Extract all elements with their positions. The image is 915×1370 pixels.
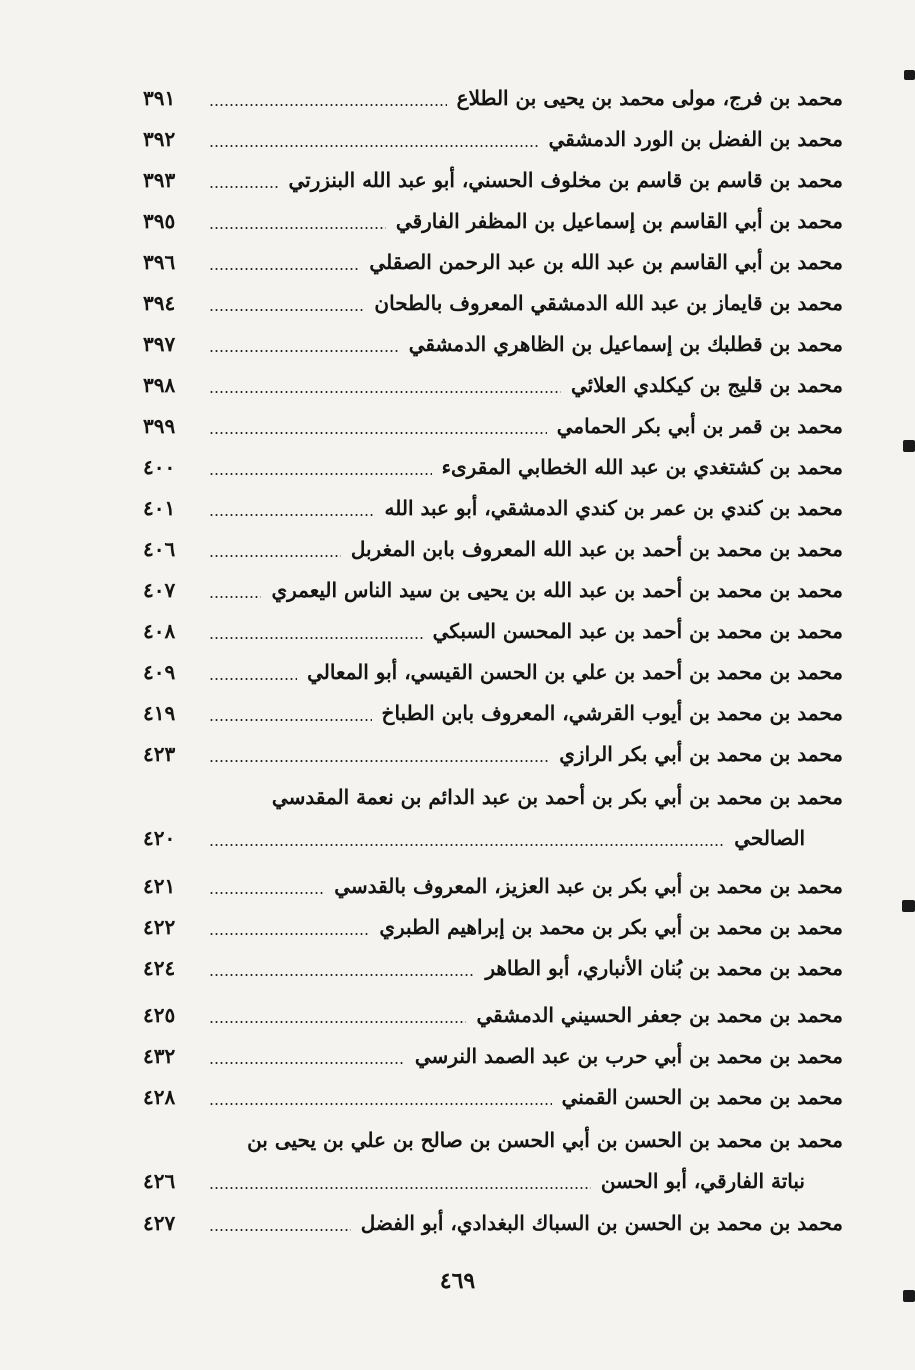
entry-name: محمد بن كشتغدي بن عبد الله الخطابي المقرىء [441,455,843,479]
entry-name: محمد بن أبي القاسم بن إسماعيل بن المظفر الفارقي [395,209,843,233]
leader-dots [209,268,359,270]
index-entry [143,777,843,817]
entry-name: محمد بن محمد بن الحسن بن أبي الحسن بن صالح بن علي بن يحيى بن [247,1128,843,1152]
leader-dots [209,933,369,935]
leader-dots [209,145,539,147]
entry-page: ٣٩٤ [143,291,176,315]
entry-name: محمد بن قطلبك بن إسماعيل بن الظاهري الدمشقي [408,332,843,356]
leader-dots [209,227,386,229]
leader-dots [209,1103,552,1105]
entry-page: ٤٣٢ [143,1044,176,1068]
scan-speck [902,900,915,912]
entry-name: محمد بن محمد بن جعفر الحسيني الدمشقي [476,1003,843,1027]
entry-page: ٤٢٦ [143,1169,176,1193]
index-entry [143,365,843,405]
scan-speck [903,440,915,452]
entry-page: ٤٠٩ [143,660,176,684]
index-entry [143,1120,843,1160]
entry-name: محمد بن محمد بن الحسن بن السباك البغدادي، أبو الفضل [360,1211,843,1235]
leader-dots [209,186,278,188]
index-entry [143,283,843,323]
entry-page: ٣٩٨ [143,373,176,397]
entry-name: محمد بن محمد بن أبي بكر الرازي [559,742,843,766]
index-entry [143,201,843,241]
entry-page: ٤٠٨ [143,619,176,643]
index-entry [143,1203,843,1243]
index-entry [143,570,843,610]
entry-name: محمد بن محمد بن الحسن القمني [561,1085,843,1109]
entry-page: ٤٠١ [143,496,176,520]
leader-dots [209,1229,351,1231]
entry-name: الصالحي [734,826,805,850]
leader-dots [209,678,297,680]
entry-name: محمد بن قمر بن أبي بكر الحمامي [556,414,843,438]
leader-dots [209,391,561,393]
entry-page: ٣٩٧ [143,332,176,356]
index-entry [143,734,843,774]
entry-page: ٤٠٦ [143,537,176,561]
entry-page: ٤٢٥ [143,1003,176,1027]
index-entry [143,693,843,733]
index-entry [143,866,843,906]
leader-dots [209,974,475,976]
entry-page: ٤٠٧ [143,578,176,602]
index-entry-continuation [143,1161,843,1201]
entry-page: ٤٢٢ [143,915,176,939]
leader-dots [209,760,549,762]
leader-dots [209,473,432,475]
leader-dots [209,350,399,352]
entry-name: محمد بن محمد بن بُنان الأنباري، أبو الطاهر [485,956,843,980]
leader-dots [209,1187,591,1189]
entry-page: ٤٢٠ [143,826,176,850]
leader-dots [209,555,341,557]
entry-page: ٤٠٠ [143,455,176,479]
index-entry [143,406,843,446]
index-entry [143,160,843,200]
entry-name: محمد بن قليج بن كيكلدي العلائي [570,373,843,397]
entry-name: محمد بن محمد بن أبي بكر بن أحمد بن عبد الدائم بن نعمة المقدسي [271,785,843,809]
entry-name: محمد بن أبي القاسم بن عبد الله بن عبد الرحمن الصقلي [369,250,843,274]
leader-dots [209,104,447,106]
entry-page: ٤٢٤ [143,956,176,980]
entry-page: ٣٩٩ [143,414,176,438]
entry-name: محمد بن قايماز بن عبد الله الدمشقي المعروف بالطحان [374,291,843,315]
leader-dots [209,1021,466,1023]
leader-dots [209,719,372,721]
entry-name: محمد بن محمد بن أحمد بن عبد الله المعروف بابن المغربل [350,537,843,561]
entry-name: محمد بن الفضل بن الورد الدمشقي [548,127,843,151]
leader-dots [209,844,724,846]
index-entry [143,242,843,282]
leader-dots [209,309,364,311]
index-entry [143,611,843,651]
leader-dots [209,514,375,516]
leader-dots [209,596,261,598]
scan-speck [904,70,915,80]
entry-name: محمد بن قاسم بن قاسم بن مخلوف الحسني، أبو عبد الله البنزرتي [288,168,843,192]
index-entry [143,119,843,159]
leader-dots [209,892,324,894]
entry-page: ٤١٩ [143,701,176,725]
entry-page: ٣٩٦ [143,250,176,274]
page-number: ٤٦٩ [439,1268,476,1294]
index-entry [143,1036,843,1076]
entry-name: محمد بن محمد بن أبي بكر بن محمد بن إبراهيم الطبري [379,915,843,939]
entry-page: ٤٢٣ [143,742,176,766]
entry-page: ٤٢٨ [143,1085,176,1109]
entry-page: ٤٢١ [143,874,176,898]
entry-name: نباتة الفارقي، أبو الحسن [600,1169,805,1193]
entry-page: ٣٩٢ [143,127,176,151]
entry-name: محمد بن محمد بن أبي حرب بن عبد الصمد النرسي [414,1044,843,1068]
entry-name: محمد بن محمد بن أحمد بن عبد المحسن السبكي [432,619,843,643]
index-entry [143,447,843,487]
entry-page: ٣٩٥ [143,209,176,233]
index-entry [143,1077,843,1117]
index-entry [143,78,843,118]
leader-dots [209,432,547,434]
entry-name: محمد بن محمد بن أحمد بن علي بن الحسن القيسي، أبو المعالي [307,660,843,684]
entry-name: محمد بن كندي بن عمر بن كندي الدمشقي، أبو عبد الله [384,496,843,520]
entry-name: محمد بن فرج، مولى محمد بن يحيى بن الطلاع [456,86,843,110]
entry-name: محمد بن محمد بن أبي بكر بن عبد العزيز، المعروف بالقدسي [334,874,843,898]
entry-page: ٤٢٧ [143,1211,176,1235]
index-entry [143,907,843,947]
leader-dots [209,637,423,639]
leader-dots [209,1062,405,1064]
index-entry-continuation [143,818,843,858]
entry-page: ٣٩٣ [143,168,176,192]
entry-page: ٣٩١ [143,86,176,110]
entry-name: محمد بن محمد بن أيوب القرشي، المعروف بابن الطباخ [381,701,843,725]
index-entry [143,995,843,1035]
index-entry [143,324,843,364]
entry-name: محمد بن محمد بن أحمد بن عبد الله بن يحيى بن سيد الناس اليعمري [271,578,843,602]
index-entry [143,652,843,692]
index-entry [143,948,843,988]
index-entry [143,488,843,528]
index-entry [143,529,843,569]
